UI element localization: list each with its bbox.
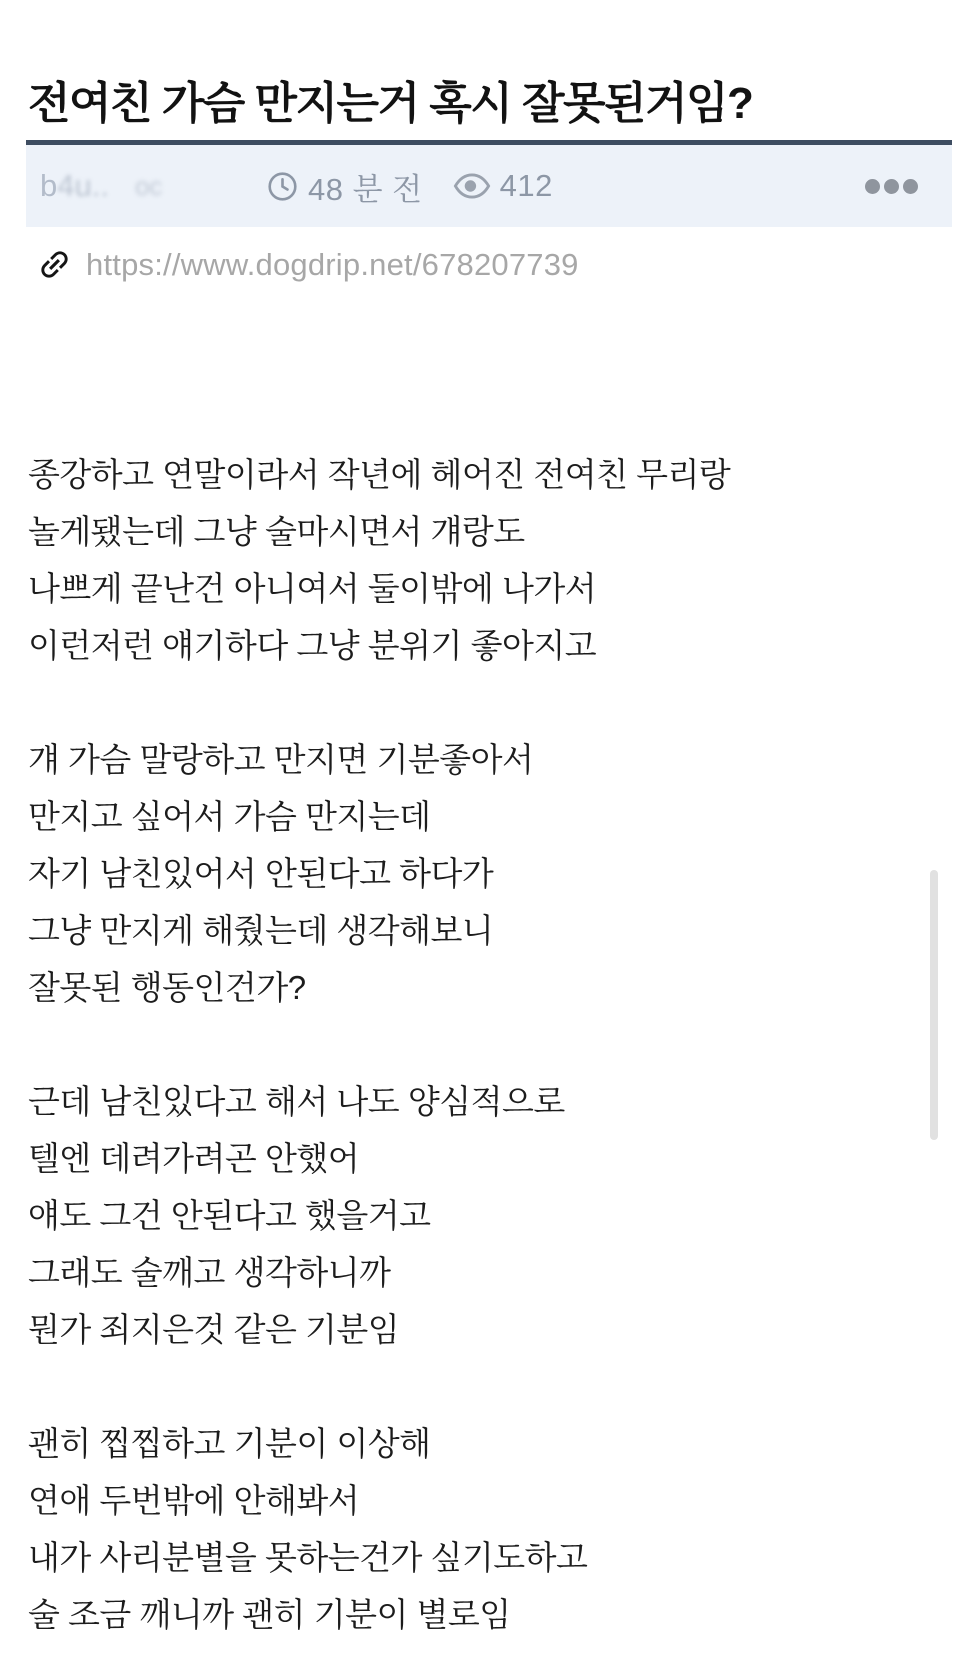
link-icon — [36, 246, 73, 283]
paragraph — [28, 446, 908, 674]
body-line: 만지고 싶어서 가슴 만지는데 — [28, 798, 431, 835]
body-line: 내가 사리분별을 못하는건가 싶기도하고 — [28, 1539, 588, 1576]
body-line: 뭔가 죄지은것 같은 기분임 — [28, 1311, 400, 1348]
post-views — [453, 168, 553, 204]
paragraph — [28, 731, 908, 1016]
source-url-link[interactable]: https://www.dogdrip.net/678207739 — [86, 246, 579, 282]
author-name-fragment: b4u.. — [40, 168, 109, 203]
author-name[interactable] — [40, 168, 236, 204]
source-link-row — [36, 246, 579, 283]
post-meta-bar — [26, 140, 952, 227]
paragraph — [28, 1415, 908, 1643]
body-line: 그냥 만지게 해줬는데 생각해보니 — [28, 912, 494, 949]
time-ago-label: 48 분 전 — [308, 171, 423, 207]
more-options-icon — [865, 179, 918, 194]
body-line: 나쁘게 끝난건 아니여서 둘이밖에 나가서 — [28, 570, 597, 607]
body-line: 근데 남친있다고 해서 나도 양심적으로 — [28, 1083, 565, 1120]
view-count: 412 — [499, 168, 553, 203]
author-name-fragment-2: oc — [134, 170, 163, 201]
eye-icon — [453, 173, 491, 199]
post-time — [266, 164, 423, 209]
body-line: 괜히 찝찝하고 기분이 이상해 — [28, 1425, 431, 1462]
more-options-button[interactable] — [861, 169, 922, 204]
scrollbar-thumb[interactable] — [930, 870, 938, 1140]
body-line: 잘못된 행동인건가? — [28, 969, 306, 1006]
body-line: 자기 남친있어서 안된다고 하다가 — [28, 855, 494, 892]
body-line: 이런저런 얘기하다 그냥 분위기 좋아지고 — [28, 627, 597, 664]
body-line: 그래도 술깨고 생각하니까 — [28, 1254, 391, 1291]
body-line: 얘도 그건 안된다고 했을거고 — [28, 1197, 431, 1234]
body-line: 걔 가슴 말랑하고 만지면 기분좋아서 — [28, 741, 534, 778]
clock-icon — [266, 170, 299, 203]
post-title: 전여친 가슴 만지는거 혹시 잘못된거임? — [28, 79, 753, 129]
body-line: 술 조금 깨니까 괜히 기분이 별로임 — [28, 1596, 511, 1633]
body-line: 텔엔 데려가려곤 안했어 — [28, 1140, 360, 1177]
post-body — [28, 446, 908, 1643]
body-line: 종강하고 연말이라서 작년에 헤어진 전여친 무리랑 — [28, 456, 731, 493]
body-line: 놀게됐는데 그냥 술마시면서 걔랑도 — [28, 513, 525, 550]
body-line: 연애 두번밖에 안해봐서 — [28, 1482, 360, 1519]
paragraph — [28, 1073, 908, 1358]
